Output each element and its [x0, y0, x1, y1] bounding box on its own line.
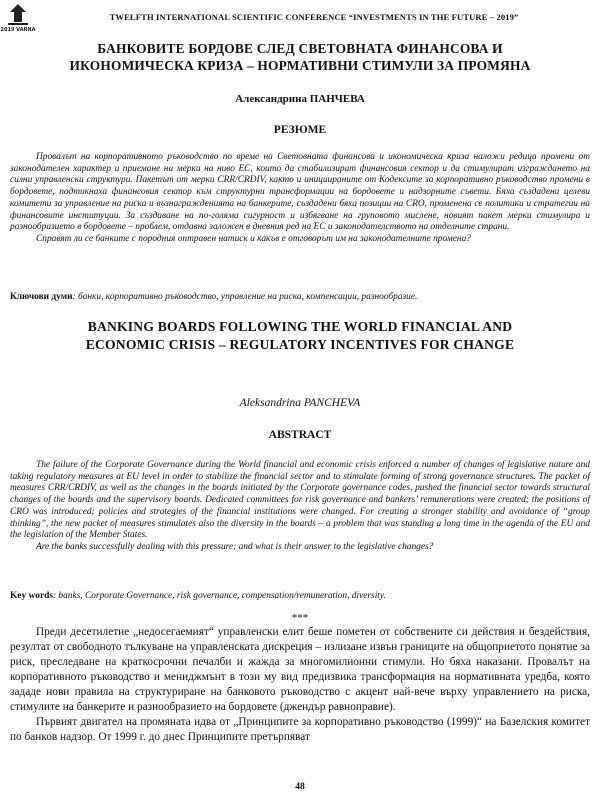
section-separator: ***: [291, 612, 309, 624]
en-keywords: [10, 591, 590, 601]
running-head: TWELFTH INTERNATIONAL SCIENTIFIC CONFERENCE “INVESTMENTS IN THE FUTURE – 2019”: [109, 12, 519, 22]
en-keywords-text: : banks, Corporate Governance, risk governance, compensation/remuneration, diversity.: [52, 591, 386, 601]
page-number: 48: [295, 782, 305, 792]
en-abstract-paragraph-1: The failure of the Corporate Governance during the World financial and economic crisis enforced a number of changes of legislative nature and taking regulatory measures at EU level in order to stabilize the financial sector and to stimulate forming of strong governance structures. The packet of measures CRR/CRDIV, as well as the changes in the boards initiated by the Corporate governance codes, pushed the financial sector towards structural changes of the boards and the supervisory boards. Dedicated committees for risk governance and bankers’ remunerations were created; the positions of CRO was introduced; policies and strategies of the financial institutions were changed. For creating a stronger stability and avoidance of “group thinking”, the new packet of measures stimulates also the diversity in the boards – a problem that was standing a long time in the agenda of the EU and the legislation of the Member States.: [10, 460, 590, 541]
en-author: Aleksandrina PANCHEVA: [239, 397, 361, 409]
en-abstract: [10, 460, 590, 554]
en-title: [8, 318, 592, 354]
en-abstract-paragraph-2: Are the banks successfully dealing with this pressure; and what is their answer to the legislative changes?: [36, 541, 434, 552]
en-abstract-heading: ABSTRACT: [268, 429, 332, 441]
body-paragraph-1: Преди десетилетие „недосегаемият“ управленски елит беше пометен от собствените си действия и бездействия, резултат от свободното тълкуване на управленската дискреция – излизане извън границите на общоприетото понятие за риск, преследване на краткосрочни печалби и жажда за многомилионни стимули. Но бяха наказани. Провалът на корпоративното ръководство и мениджмънт в този му вид предизвика трансформация на нормативната уредба, която зададе нови правила на структуриране на банковото ръководство с акцент най-вече върху управлението на риска, стимулите на банкерите и разнообразието на бордовете (джендър равноправие).: [10, 626, 590, 713]
bg-keywords: [10, 292, 590, 302]
en-title-line-2: ECONOMIC CRISIS – REGULATORY INCENTIVES FOR CHANGE: [85, 337, 515, 352]
conference-logo: [0, 2, 36, 36]
conference-logo-icon: [0, 2, 36, 36]
en-title-line-1: BANKING BOARDS FOLLOWING THE WORLD FINANCIAL AND: [87, 319, 513, 334]
bg-abstract-heading: РЕЗЮМЕ: [273, 124, 327, 136]
body-paragraph-2: Първият двигател на промяната идва от „Принципите за корпоративно ръководство (1999)“ на Базелския комитет по банков надзор. От 1999 г. до днес Принципите претърпяват: [10, 716, 590, 743]
bg-title: [8, 40, 592, 74]
en-keywords-label: Key words: [10, 591, 53, 601]
bg-author: Александрина ПАНЧЕВА: [235, 93, 365, 105]
bg-title-line-1: БАНКОВИТЕ БОРДОВЕ СЛЕД СВЕТОВНАТА ФИНАНСОВА И: [97, 41, 503, 56]
bg-abstract: [10, 152, 590, 246]
bg-title-line-2: ИКОНОМИЧЕСКА КРИЗА – НОРМАТИВНИ СТИМУЛИ ЗА ПРОМЯНА: [69, 58, 531, 73]
bg-keywords-label: Ключови думи: [10, 292, 73, 302]
body-text: [10, 625, 590, 745]
bg-abstract-paragraph-1: Провалът на корпоративното ръководство по време на Световната финансова и икономическа криза наложи редица промени от законодателен характер и приемане на мерки на ниво ЕС, които да стабилизират финансовия сектор и да стимулират изграждането на силни управленски структури. Пакетът от мерки CRR/CRDIV, както и инициираните от Кодексите за корпоративно ръководство промени в бордовете, подтикнаха финансовия сектор към структурни трансформации на бордовете и надзорните съвети. Бяха създадени целеви комитети за управление на риска и възнаграждениятa на банкерите, създадени бяха позиции на CRO, променена се политики и стратегии на финансовите институции. За създаване на по-голяма сигурност и избягване на груповото мислене, новият пакет мерки стимулира и разнообразието в бордовете – проблем, отдавна заложен в дневния ред на ЕС и законодателството на отделните страни.: [10, 152, 590, 233]
svg-text:2019 VARNA: 2019 VARNA: [0, 27, 36, 33]
bg-keywords-text: : банки, корпоративно ръководство, управление на риска, компенсации, разнообразие.: [72, 292, 418, 302]
bg-abstract-paragraph-2: Справят ли се банките с породния оптравен натиск и какъв е отговорът им на законодателните промени?: [36, 233, 471, 244]
